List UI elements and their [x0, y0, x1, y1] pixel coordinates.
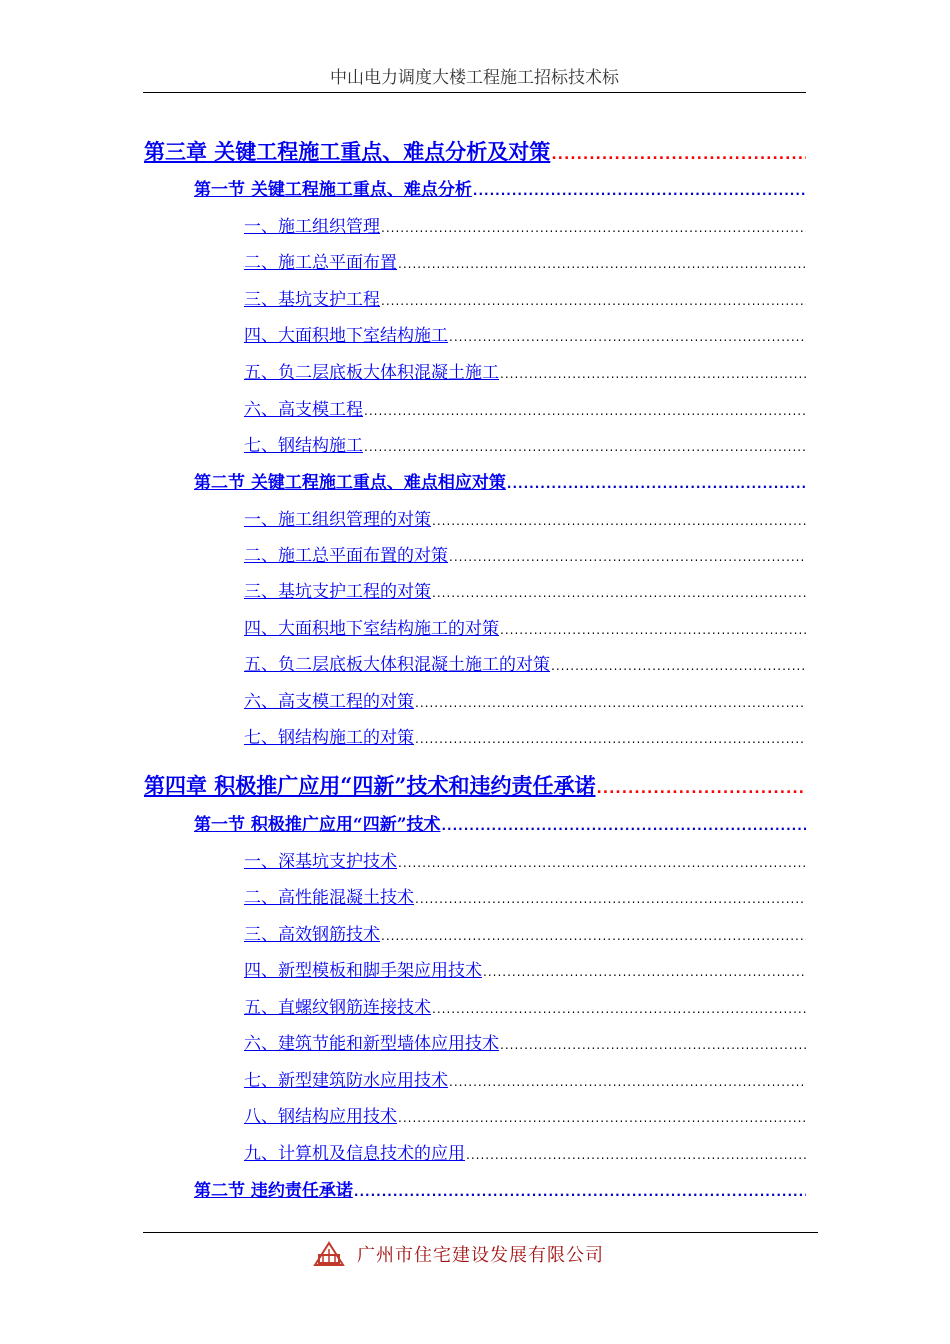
toc-item-label[interactable]: 七、钢结构施工 — [244, 436, 363, 456]
toc-leader-dots — [381, 929, 806, 943]
toc-leader-dots — [415, 696, 806, 710]
toc-leader-dots — [449, 550, 806, 564]
toc-chapter-3[interactable] — [144, 136, 806, 166]
toc-leader-dots — [432, 514, 806, 528]
toc-item[interactable] — [244, 847, 806, 872]
company-name: 广州市住宅建设发展有限公司 — [357, 1245, 604, 1266]
toc-leader-dots — [500, 367, 806, 381]
toc-section-4-1[interactable] — [194, 810, 806, 835]
toc-item-label[interactable]: 六、高支模工程 — [244, 400, 363, 420]
toc-leader-dots — [432, 1002, 806, 1016]
toc-leader-dots — [500, 1038, 806, 1052]
toc-leader-dots — [381, 221, 806, 235]
toc-leader-dots — [364, 404, 806, 418]
toc-item[interactable] — [244, 1066, 806, 1091]
toc-leader-dots — [483, 965, 806, 979]
toc-leader-dots — [551, 659, 806, 673]
document-title: 中山电力调度大楼工程施工招标技术标 — [330, 68, 619, 88]
toc-section-3-1[interactable] — [194, 175, 806, 200]
toc-item-label[interactable]: 一、施工组织管理的对策 — [244, 510, 431, 530]
toc-leader-dots — [415, 732, 806, 746]
toc-section-label[interactable]: 第二节 关键工程施工重点、难点相应对策 — [194, 473, 506, 493]
toc-item[interactable] — [244, 956, 806, 981]
toc-item[interactable] — [244, 883, 806, 908]
toc-item[interactable] — [244, 358, 806, 383]
page-footer — [143, 1232, 818, 1266]
toc-item[interactable] — [244, 505, 806, 530]
toc-item[interactable] — [244, 248, 806, 273]
toc-item-label[interactable]: 二、施工总平面布置的对策 — [244, 546, 448, 566]
toc-leader-dots — [507, 477, 806, 491]
toc-section-4-2[interactable] — [194, 1176, 806, 1201]
toc-item-label[interactable]: 六、高支模工程的对策 — [244, 692, 414, 712]
toc-leader-dots — [398, 856, 806, 870]
toc-item[interactable] — [244, 614, 806, 639]
toc-leader-dots — [354, 1185, 806, 1199]
toc-item[interactable] — [244, 1102, 806, 1127]
toc-leader-dots — [441, 819, 806, 833]
toc-item-label[interactable]: 七、新型建筑防水应用技术 — [244, 1071, 448, 1091]
toc-section-label[interactable]: 第一节 关键工程施工重点、难点分析 — [194, 180, 472, 200]
toc-item[interactable] — [244, 395, 806, 420]
toc-leader-dots — [449, 330, 806, 344]
toc-item[interactable] — [244, 1029, 806, 1054]
toc-leader-dots — [473, 184, 806, 198]
toc-chapter-label[interactable]: 第三章 关键工程施工重点、难点分析及对策 — [144, 139, 551, 164]
toc-item-label[interactable]: 五、负二层底板大体积混凝土施工的对策 — [244, 655, 550, 675]
toc-leader-dots — [364, 440, 806, 454]
toc-leader-dots — [500, 623, 806, 637]
toc-item[interactable] — [244, 285, 806, 310]
toc-item[interactable] — [244, 321, 806, 346]
toc-item[interactable] — [244, 650, 806, 675]
toc-section-label[interactable]: 第一节 积极推广应用“四新”技术 — [194, 815, 441, 835]
toc-item-label[interactable]: 七、钢结构施工的对策 — [244, 728, 414, 748]
toc-item-label[interactable]: 五、负二层底板大体积混凝土施工 — [244, 363, 499, 383]
toc-item[interactable] — [244, 1139, 806, 1164]
toc-item-label[interactable]: 二、高性能混凝土技术 — [244, 888, 414, 908]
toc-chapter-label[interactable]: 第四章 积极推广应用“四新”技术和违约责任承诺 — [144, 773, 596, 798]
toc-item[interactable] — [244, 687, 806, 712]
toc-section-3-2[interactable] — [194, 468, 806, 493]
toc-item-label[interactable]: 一、施工组织管理 — [244, 217, 380, 237]
toc-leader-dots — [551, 147, 806, 163]
toc-item-label[interactable]: 八、钢结构应用技术 — [244, 1107, 397, 1127]
toc-item[interactable] — [244, 577, 806, 602]
toc-item-label[interactable]: 三、高效钢筋技术 — [244, 925, 380, 945]
company-logo-icon — [313, 1241, 345, 1267]
toc-item-label[interactable]: 五、直螺纹钢筋连接技术 — [244, 998, 431, 1018]
toc-item-label[interactable]: 四、新型模板和脚手架应用技术 — [244, 961, 482, 981]
toc-leader-dots — [596, 781, 806, 797]
toc-leader-dots — [398, 257, 806, 271]
toc-item-label[interactable]: 一、深基坑支护技术 — [244, 852, 397, 872]
toc-leader-dots — [432, 586, 806, 600]
toc-item[interactable] — [244, 212, 806, 237]
toc-leader-dots — [449, 1075, 806, 1089]
toc-item[interactable] — [244, 920, 806, 945]
toc-leader-dots — [381, 294, 806, 308]
footer-branding — [313, 1241, 604, 1267]
toc-item-label[interactable]: 二、施工总平面布置 — [244, 253, 397, 273]
toc-item-label[interactable]: 三、基坑支护工程 — [244, 290, 380, 310]
toc-leader-dots — [466, 1148, 806, 1162]
toc-chapter-4[interactable] — [144, 770, 806, 800]
toc-item[interactable] — [244, 723, 806, 748]
page-header — [143, 64, 806, 93]
toc-item[interactable] — [244, 541, 806, 566]
toc-leader-dots — [398, 1111, 806, 1125]
toc-item-label[interactable]: 四、大面积地下室结构施工的对策 — [244, 619, 499, 639]
toc-item-label[interactable]: 三、基坑支护工程的对策 — [244, 582, 431, 602]
toc-leader-dots — [415, 892, 806, 906]
toc-section-label[interactable]: 第二节 违约责任承诺 — [194, 1181, 353, 1201]
toc-item[interactable] — [244, 431, 806, 456]
toc-item-label[interactable]: 四、大面积地下室结构施工 — [244, 326, 448, 346]
toc-item[interactable] — [244, 993, 806, 1018]
toc-item-label[interactable]: 九、计算机及信息技术的应用 — [244, 1144, 465, 1164]
toc-item-label[interactable]: 六、建筑节能和新型墙体应用技术 — [244, 1034, 499, 1054]
